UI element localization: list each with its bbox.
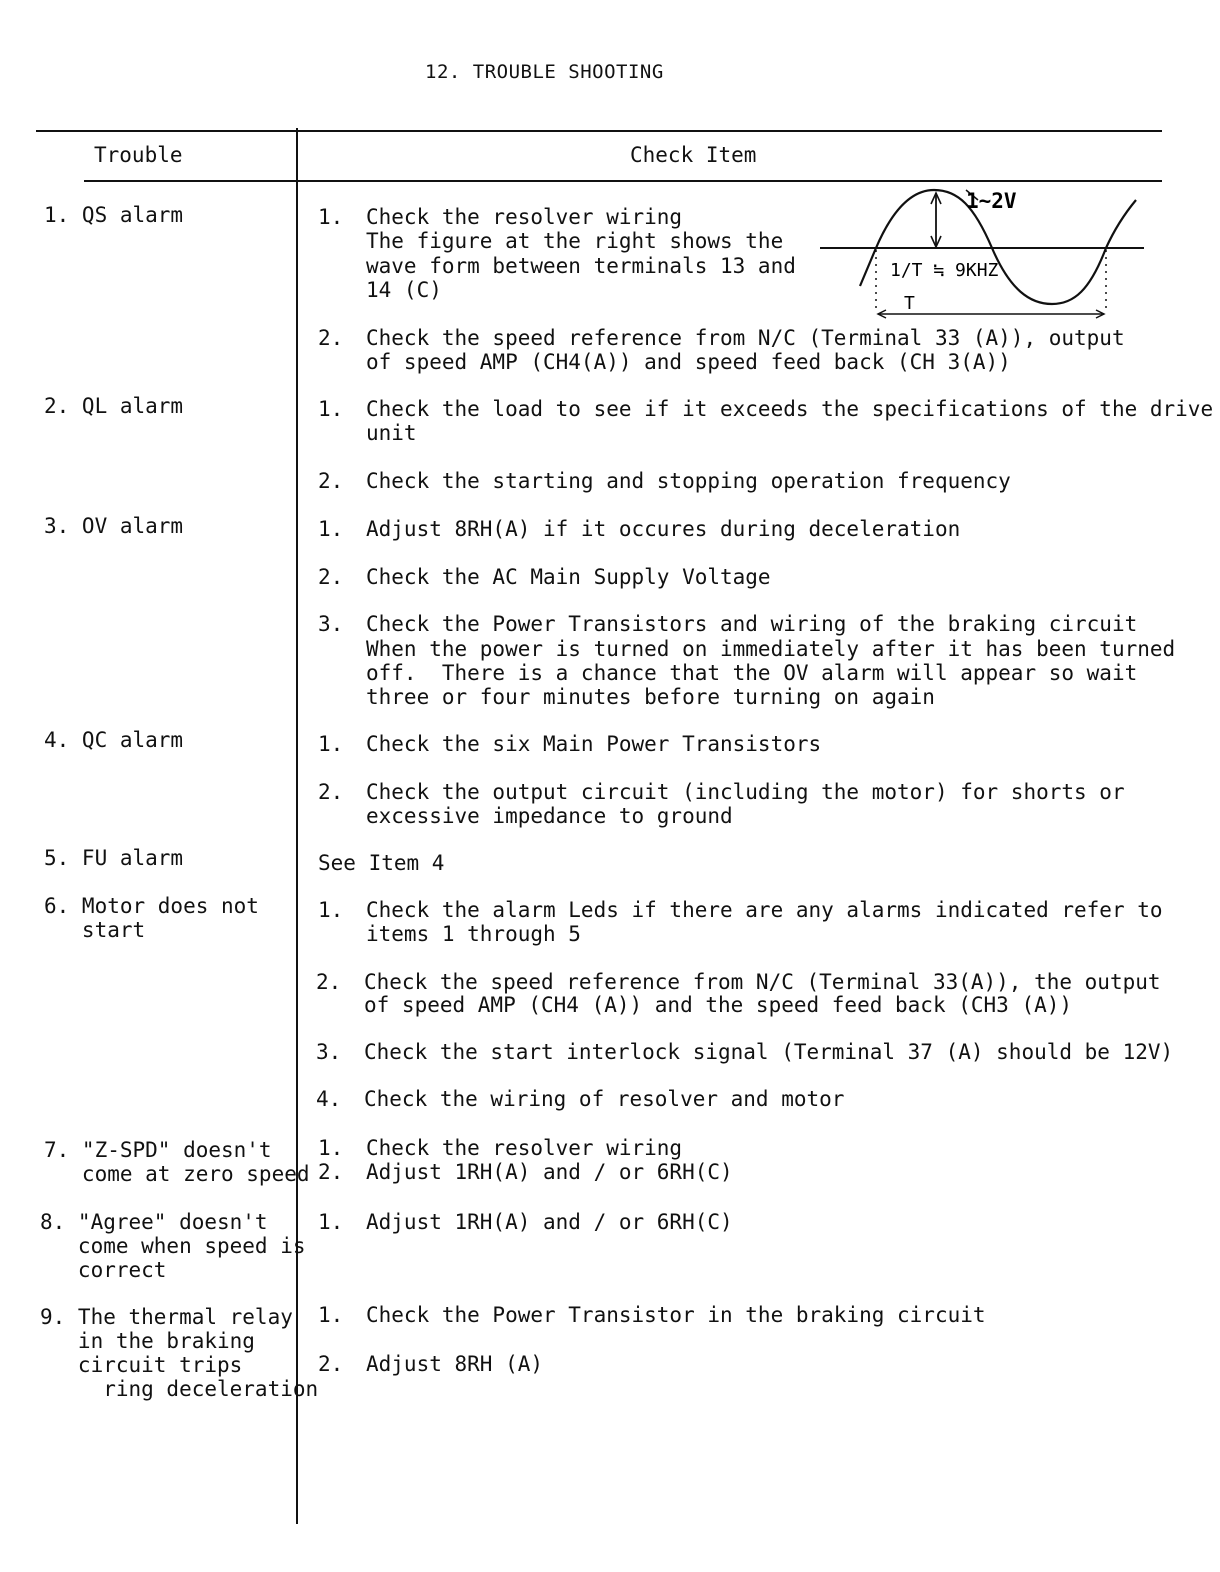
trouble-4: 4. QC alarm [44, 728, 184, 752]
table-top-rule [36, 130, 1162, 132]
item-number: 2. [316, 970, 342, 994]
item-number: 1. [318, 1210, 344, 1234]
check-line: Check the start interlock signal (Terminal 37 (A) should be 12V) [364, 1040, 1174, 1064]
check-line: unit [366, 421, 417, 445]
check-item-column-header: Check Item [630, 143, 757, 167]
trouble-7-line2: come at zero speed [44, 1162, 310, 1186]
check-line: of speed AMP (CH4(A)) and speed feed back (CH 3(A)) [366, 350, 1011, 374]
check-line: The figure at the right shows the [366, 229, 784, 253]
check-line: Check the output circuit (including the motor) for shorts or [366, 780, 1125, 804]
check-line: Check the Power Transistor in the braking circuit [366, 1303, 986, 1327]
trouble-2: 2. QL alarm [44, 394, 184, 418]
item-number: 1. [318, 1136, 344, 1160]
check-line: Adjust 1RH(A) and / or 6RH(C) [366, 1210, 733, 1234]
trouble-6-line1: 6. Motor does not [44, 894, 259, 918]
resolver-waveform-figure [810, 186, 1160, 326]
item-number: 1. [318, 205, 344, 229]
check-line: Check the alarm Leds if there are any alarms indicated refer to [366, 898, 1163, 922]
item-number: 1. [318, 898, 344, 922]
check-line: Adjust 8RH (A) [366, 1352, 544, 1376]
check-line: Check the resolver wiring [366, 205, 683, 229]
check-line: three or four minutes before turning on again [366, 685, 935, 709]
page-title: 12. TROUBLE SHOOTING [425, 61, 664, 83]
trouble-9-line1: 9. The thermal relay [40, 1305, 293, 1329]
item-number: 4. [316, 1087, 342, 1111]
trouble-5: 5. FU alarm [44, 846, 184, 870]
check-line: Check the AC Main Supply Voltage [366, 565, 771, 589]
trouble-9-line4: ring deceleration [40, 1377, 319, 1401]
check-line: Adjust 1RH(A) and / or 6RH(C) [366, 1160, 733, 1184]
header-bottom-rule [84, 180, 1162, 182]
check-line: Check the resolver wiring [366, 1136, 683, 1160]
check-line: When the power is turned on immediately after it has been turned [366, 637, 1176, 661]
item-number: 1. [318, 1303, 344, 1327]
item-number: 2. [318, 469, 344, 493]
item-number: 2. [318, 565, 344, 589]
check-line: Check the wiring of resolver and motor [364, 1087, 845, 1111]
check-line: of speed AMP (CH4 (A)) and the speed feed back (CH3 (A)) [364, 993, 1073, 1017]
trouble-8-line1: 8. "Agree" doesn't [40, 1210, 268, 1234]
check-line: Check the speed reference from N/C (Terminal 33 (A)), output [366, 326, 1125, 350]
check-line: Check the load to see if it exceeds the specifications of the drive [366, 397, 1214, 421]
item-number: 2. [318, 780, 344, 804]
check-line: 14 (C) [366, 278, 442, 302]
check-line: Adjust 8RH(A) if it occures during deceleration [366, 517, 961, 541]
frequency-label: 1/T ≒ 9KHZ [890, 260, 999, 281]
trouble-3: 3. OV alarm [44, 514, 184, 538]
item-number: 2. [318, 326, 344, 350]
trouble-9-line2: in the braking [40, 1329, 255, 1353]
check-line: off. There is a chance that the OV alarm will appear so wait [366, 661, 1138, 685]
trouble-7-line1: 7. "Z-SPD" doesn't [44, 1138, 272, 1162]
trouble-column-header: Trouble [94, 143, 183, 167]
check-line: Check the speed reference from N/C (Terminal 33(A)), the output [364, 970, 1161, 994]
trouble-9-line3: circuit trips [40, 1353, 243, 1377]
check-line: Check the six Main Power Transistors [366, 732, 822, 756]
trouble-8-line2: come when speed is [40, 1234, 306, 1258]
check-line: Check the Power Transistors and wiring of the braking circuit [366, 612, 1138, 636]
item-number: 1. [318, 517, 344, 541]
trouble-1: 1. QS alarm [44, 203, 184, 227]
check-line: wave form between terminals 13 and [366, 254, 796, 278]
check-line: excessive impedance to ground [366, 804, 733, 828]
check-line: Check the starting and stopping operation frequency [366, 469, 1011, 493]
item-number: 3. [316, 1040, 342, 1064]
period-label: T [904, 293, 915, 314]
item-number: 1. [318, 732, 344, 756]
check-line: items 1 through 5 [366, 922, 581, 946]
trouble-8-line3: correct [40, 1258, 167, 1282]
item-number: 2. [318, 1160, 344, 1184]
amplitude-label: 1~2V [966, 189, 1017, 213]
item-number: 1. [318, 397, 344, 421]
check-line: See Item 4 [318, 851, 445, 875]
column-divider [296, 128, 298, 1524]
trouble-6-line2: start [44, 918, 146, 942]
item-number: 2. [318, 1352, 344, 1376]
item-number: 3. [318, 612, 344, 636]
